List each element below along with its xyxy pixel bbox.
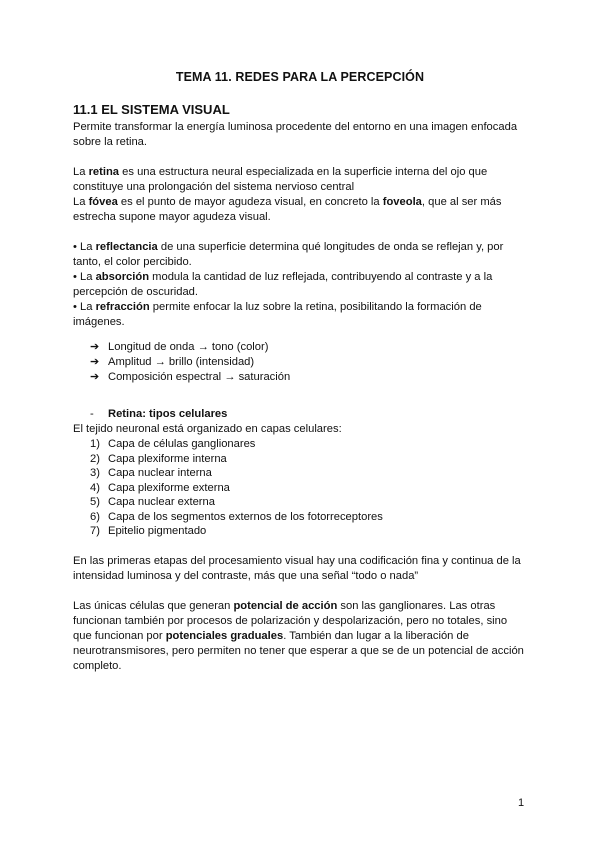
list-item: 7) Epitelio pigmentado — [90, 525, 207, 537]
section-heading: 11.1 EL SISTEMA VISUAL — [73, 102, 230, 117]
arrow-icon: ➔ — [90, 356, 100, 368]
list-item: ➔ Amplitud → brillo (intensidad) — [90, 356, 255, 368]
bullet-reflectancia: • La reflectancia de una superficie determina qué longitudes de onda se reflejan y, por tanto, el color percibido. — [73, 241, 504, 268]
list-item: 4) Capa plexiforme externa — [90, 481, 230, 494]
list-item: 2) Capa plexiforme interna — [90, 452, 227, 465]
page-number: 1 — [518, 797, 525, 809]
document-title: TEMA 11. REDES PARA LA PERCEPCIÓN — [175, 70, 425, 84]
arrow-icon: ➔ — [90, 341, 100, 353]
list-item: 1) Capa de células ganglionares — [90, 438, 256, 450]
layers-intro: El tejido neuronal está organizado en capas celulares: — [73, 423, 342, 435]
coding-paragraph: En las primeras etapas del procesamiento visual hay una codificación fina y continua de la intensidad luminosa y del contraste, más que una señal “todo o nada” — [73, 554, 521, 582]
list-item: 3) Capa nuclear interna — [90, 467, 212, 479]
list-item: 6) Capa de los segmentos externos de los fotorreceptores — [90, 510, 383, 523]
list-item: ➔ Longitud de onda → tono (color) — [90, 341, 269, 353]
subsection-heading: - Retina: tipos celulares — [90, 408, 228, 420]
layers-list — [90, 437, 528, 539]
intro-paragraph: Permite transformar la energía luminosa procedente del entorno en una imagen enfocada sobre la retina. — [73, 121, 518, 148]
fovea-paragraph: La fóvea es el punto de mayor agudeza visual, en concreto la foveola, que al ser más estrecha supone mayor agudeza visual. — [73, 196, 502, 223]
list-item: ➔ Composición espectral → saturación — [90, 371, 291, 383]
arrow-list — [90, 340, 528, 385]
document-body — [73, 102, 528, 674]
ganglion-paragraph: Las únicas células que generan potencial de acción son las ganglionares. Las otras funcionan también por procesos de polarización y despolarización, pero no totales, sino que funcionan por potenciales graduales. También dan lugar a la liberación de neurotransmisores, pero permiten no tener que esperar a que se de un potencial de acción completo. — [73, 599, 524, 672]
list-item: 5) Capa nuclear externa — [90, 496, 215, 508]
bullet-refraccion: • La refracción permite enfocar la luz sobre la retina, posibilitando la formación de imágenes. — [73, 301, 482, 328]
arrow-icon: ➔ — [90, 371, 100, 383]
retina-paragraph: La retina es una estructura neural especializada en la superficie interna del ojo que constituye una prolongación del sistema nervioso central — [73, 166, 488, 193]
bullet-absorcion: • La absorción modula la cantidad de luz reflejada, contribuyendo al contraste y a la percepción de oscuridad. — [73, 271, 493, 298]
